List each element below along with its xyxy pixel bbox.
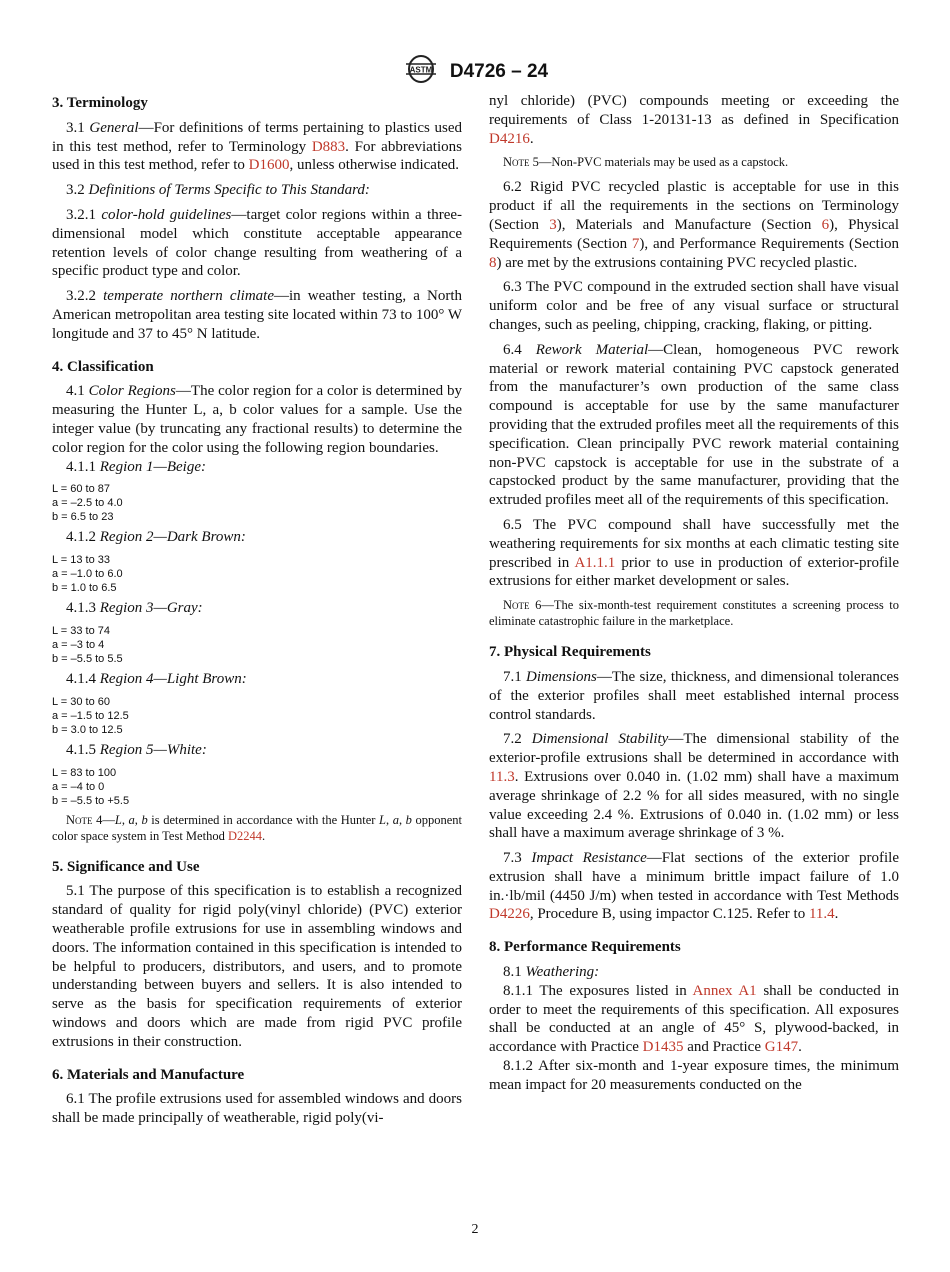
paragraph-6-1-continued: nyl chloride) (PVC) compounds meeting or exceeding the requirements of Class 1-20131-13 as defined in Specification D4216. (489, 93, 899, 147)
region-values: L = 60 to 87 a = –2.5 to 4.0 b = 6.5 to 23 (52, 483, 123, 524)
section-heading-physical: 7. Physical Requirements (489, 644, 651, 661)
link-annex-a1[interactable]: Annex A1 (692, 982, 757, 999)
section-heading-classification: 4. Classification (52, 358, 154, 375)
region-title: 4.1.3 Region 3—Gray: (66, 600, 203, 617)
link-section-3[interactable]: 3 (549, 216, 557, 233)
region-title: 4.1.1 Region 1—Beige: (66, 458, 206, 475)
svg-text:ASTM: ASTM (409, 65, 433, 75)
paragraph-3-2: 3.2 Definitions of Terms Specific to This Standard: (66, 182, 370, 199)
link-d4226[interactable]: D4226 (489, 906, 530, 923)
paragraph-8-1-1: 8.1.1 The exposures listed in Annex A1 shall be conducted in order to meet the requirements of this specification. All exposures shall be conducted at an angle of 45° S, plywood-backed, in accordance with Practice D1435 and Practice G147. (489, 982, 900, 1056)
paragraph-7-1: 7.1 Dimensions—The size, thickness, and dimensional tolerances of the exterior profiles shall meet established internal process control standards. (489, 668, 899, 723)
paragraph-6-1: 6.1 The profile extrusions used for assembled windows and doors shall be made principally of weatherable, rigid poly(vi- (52, 1091, 462, 1127)
paragraph-3-2-2: 3.2.2 temperate northern climate—in weather testing, a North American metropolitan area testing site located within 73 to 100° W longitude and 37 to 45° N latitude. (52, 288, 463, 342)
link-d1435[interactable]: D1435 (642, 1039, 684, 1056)
region-title: 4.1.5 Region 5—White: (66, 741, 207, 758)
region-5 (52, 741, 462, 808)
paragraph-5-1: 5.1 The purpose of this specification is to establish a recognized standard of quality for rigid poly(vinyl chloride) (PVC) exterior weatherable profile extrusions for use in assembling windows and doors. The information contained in this specification is intended to be helpful to producers, distributors, and users, and to promote understanding between buyers and sellers. It is also intended to serve as the basis for specification requirements of exterior windows and doors which are made from rigid PVC profile extrusions in their construction. (52, 883, 462, 1050)
paragraph-6-4: 6.4 Rework Material—Clean, homogeneous PVC rework material or rework material containing PVC capstock generated from the manufacturer’s own production of the same class compound is acceptable for use by the same manufacturer providing that the extruded profiles meet all the requirements of this specification. Clean principally PVC rework material containing non-PVC capstock is acceptable for use in the substrate of a capstocked product by the same manufacturer, providing that the extruded profiles meet all of the requirements of this specification. (489, 341, 899, 509)
astm-logo-icon (402, 54, 440, 89)
paragraph-7-2: 7.2 Dimensional Stability—The dimensional stability of the exterior-profile extrusions shall be determined in accordance with 11.3. Extrusions over 0.040 in. (1.02 mm) shall have a maximum average shrinkage of 2.2 % for all sides measured, with no single value exceeding 2.4 %. Extrusions of 0.040 in. (1.02 mm) or less shall have a maximum average shrinkage of 3 %. (489, 731, 899, 842)
section-heading-materials: 6. Materials and Manufacture (52, 1066, 245, 1083)
region-title: 4.1.4 Region 4—Light Brown: (66, 670, 247, 687)
link-d1600[interactable]: D1600 (248, 157, 290, 174)
section-heading-terminology: 3. Terminology (52, 95, 148, 111)
link-section-6[interactable]: 6 (821, 216, 830, 233)
paragraph-8-1-2: 8.1.2 After six-month and 1-year exposure times, the minimum mean impact for 20 measurements conducted on the (489, 1058, 899, 1093)
region-4 (52, 670, 462, 737)
paragraph-6-2: 6.2 Rigid PVC recycled plastic is acceptable for use in this product if all the requirements in the sections on Terminology (Section 3), Materials and Manufacture (Section 6), Physical Requirements (Section 7), and Performance Requirements (Section 8) are met by the extrusions containing PVC recycled plastic. (489, 179, 899, 271)
link-section-8[interactable]: 8 (489, 254, 497, 271)
paragraph-3-1: 3.1 General—For definitions of terms pertaining to plastics used in this test method, refer to Terminology D883. For abbreviations used in this test method, refer to D1600, unless otherwise indicated. (52, 119, 462, 174)
region-3 (52, 599, 462, 666)
left-column (52, 92, 462, 1134)
region-title: 4.1.2 Region 2—Dark Brown: (66, 529, 246, 546)
region-values: L = 33 to 74 a = –3 to 4 b = –5.5 to 5.5 (52, 624, 123, 665)
region-values: L = 83 to 100 a = –4 to 0 b = –5.5 to +5.5 (52, 766, 130, 807)
paragraph-8-1: 8.1 Weathering: (503, 964, 600, 981)
link-section-7[interactable]: 7 (631, 235, 640, 252)
note-6: Note 6—The six-month-test requirement constitutes a screening process to eliminate catastrophic failure in the marketplace. (489, 598, 899, 629)
paragraph-4-1: 4.1 Color Regions—The color region for a color is determined by measuring the Hunter L, a, b color values for a sample. Use the integer value (by truncating any fractional results) to determine the color region for the color using the following region boundaries. (52, 383, 463, 456)
link-11-3[interactable]: 11.3 (489, 768, 515, 785)
region-values: L = 13 to 33 a = –1.0 to 6.0 b = 1.0 to 6.5 (52, 554, 123, 595)
right-column (489, 92, 899, 1101)
section-heading-performance: 8. Performance Requirements (489, 939, 681, 956)
link-d883[interactable]: D883 (311, 138, 346, 155)
paragraph-6-5: 6.5 The PVC compound shall have successfully met the weathering requirements for six months at each climatic testing site prescribed in A1.1.1 prior to use in production of exterior-profile extrusions for either market development or sales. (489, 516, 899, 590)
section-heading-significance: 5. Significance and Use (52, 858, 200, 875)
region-values: L = 30 to 60 a = –1.5 to 12.5 b = 3.0 to 12.5 (52, 695, 129, 736)
paragraph-3-2-1: 3.2.1 color-hold guidelines—target color regions within a three-dimensional model which constitute acceptable appearance retention levels of color change resulting from weathering of a specific product type and color. (52, 206, 462, 280)
paragraph-7-3: 7.3 Impact Resistance—Flat sections of the exterior profile extrusion shall have a minimum brittle impact failure of 1.0 in.·lb/mil (4450 J/m) when tested in accordance with Test Methods D4226, Procedure B, using impactor C.125. Refer to 11.4. (489, 850, 899, 923)
link-g147[interactable]: G147 (764, 1039, 799, 1056)
note-4: Note 4—L, a, b is determined in accordance with the Hunter L, a, b opponent color space system in Test Method D2244. (52, 812, 462, 843)
link-a1-1-1[interactable]: A1.1.1 (574, 554, 616, 571)
link-d2244[interactable]: D2244 (227, 828, 262, 843)
note-5: Note 5—Non-PVC materials may be used as a capstock. (503, 155, 789, 170)
region-2 (52, 528, 462, 595)
region-1 (52, 458, 462, 525)
document-id: D4726 – 24 (449, 60, 549, 82)
page-header (0, 54, 950, 89)
page-number: 2 (471, 1222, 479, 1237)
link-11-4[interactable]: 11.4 (808, 906, 835, 923)
paragraph-6-3: 6.3 The PVC compound in the extruded section shall have visual uniform color and be free of any visual surface or structural changes, such as peeling, chipping, cracking, flaking, or pitting. (489, 279, 899, 333)
link-d4216[interactable]: D4216 (489, 130, 530, 147)
